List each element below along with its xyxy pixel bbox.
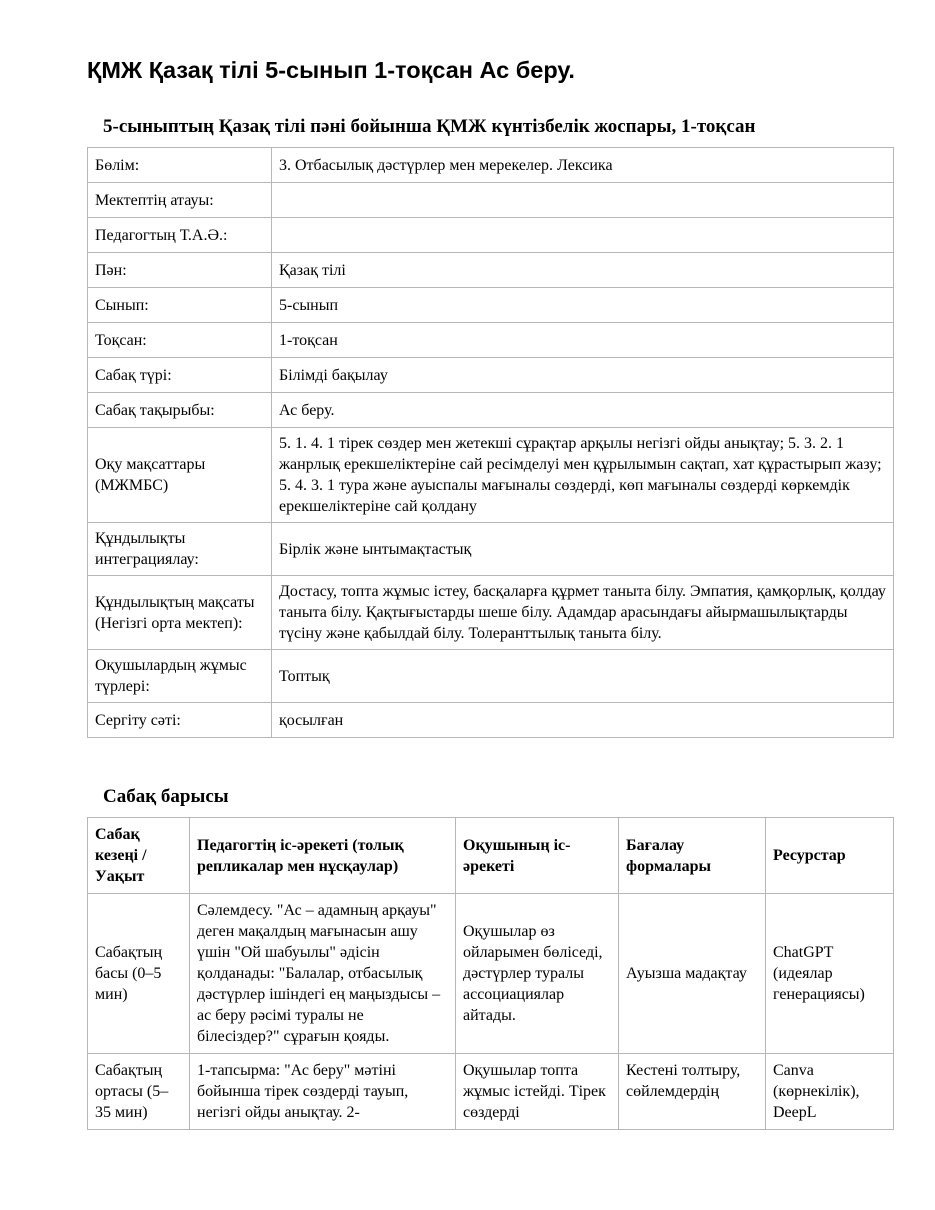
info-row-work-types — [88, 650, 894, 703]
info-value: Білімді бақылау — [272, 358, 894, 393]
info-value: Ас беру. — [272, 393, 894, 428]
resources-cell: ChatGPT (идеялар генерациясы) — [766, 894, 894, 1054]
page-title: ҚМЖ Қазақ тілі 5-сынып 1-тоқсан Ас беру. — [87, 57, 575, 83]
header-assessment: Бағалау формалары — [619, 818, 766, 894]
info-row-section — [88, 148, 894, 183]
process-heading: Сабақ барысы — [103, 786, 229, 807]
info-label: Сынып: — [88, 288, 272, 323]
info-row-value-goal — [88, 576, 894, 650]
info-value: Топтық — [272, 650, 894, 703]
info-row-grade — [88, 288, 894, 323]
header-stage: Сабақ кезеңі / Уақыт — [88, 818, 190, 894]
info-value — [272, 183, 894, 218]
stage-cell: Сабақтың басы (0–5 мин) — [88, 894, 190, 1054]
process-row-beginning — [88, 894, 894, 1054]
info-row-subject — [88, 253, 894, 288]
info-label: Сабақ тақырыбы: — [88, 393, 272, 428]
info-value: 1-тоқсан — [272, 323, 894, 358]
teacher-activity-cell: 1-тапсырма: "Ас беру" мәтіні бойынша тірек сөздерді тауып, негізгі ойды анықтау. 2- — [190, 1054, 456, 1130]
info-label: Сабақ түрі: — [88, 358, 272, 393]
info-row-quarter — [88, 323, 894, 358]
info-label: Құндылықтың мақсаты (Негізгі орта мектеп): — [88, 576, 272, 650]
info-row-lesson-topic — [88, 393, 894, 428]
info-value: 3. Отбасылық дәстүрлер мен мерекелер. Лексика — [272, 148, 894, 183]
info-row-value-integration — [88, 523, 894, 576]
resources-cell: Canva (көрнекілік), DeepL — [766, 1054, 894, 1130]
stage-cell: Сабақтың ортасы (5–35 мин) — [88, 1054, 190, 1130]
info-value — [272, 218, 894, 253]
info-label: Бөлім: — [88, 148, 272, 183]
info-row-school — [88, 183, 894, 218]
info-label: Құндылықты интеграциялау: — [88, 523, 272, 576]
student-activity-cell: Оқушылар өз ойларымен бөліседі, дәстүрлер туралы ассоциациялар айтады. — [456, 894, 619, 1054]
info-label: Мектептің атауы: — [88, 183, 272, 218]
info-row-teacher — [88, 218, 894, 253]
assessment-cell: Ауызша мадақтау — [619, 894, 766, 1054]
info-value: Бірлік және ынтымақтастық — [272, 523, 894, 576]
info-label: Педагогтың Т.А.Ә.: — [88, 218, 272, 253]
info-label: Сергіту сәті: — [88, 703, 272, 738]
header-student-activity: Оқушының іс-әрекеті — [456, 818, 619, 894]
info-value: Достасу, топта жұмыс істеу, басқаларға құрмет таныта білу. Эмпатия, қамқорлық, қолдау таныта білу. Қақтығыстарды шеше білу. Адамдар арасындағы айырмашылықтарды түсіну және қабылдай білу. Толеранттылық таныта білу. — [272, 576, 894, 650]
teacher-activity-cell: Сәлемдесу. "Ас – адамның арқауы" деген мақалдың мағынасын ашу үшін "Ой шабуылы" әдісін қолданады: "Балалар, отбасылық дәстүрлер ішіндегі ең маңыздысы – ас беру рәсімі туралы не білесіздер?" сұрағын қояды. — [190, 894, 456, 1054]
info-row-learning-objectives — [88, 428, 894, 523]
header-resources: Ресурстар — [766, 818, 894, 894]
info-value: қосылған — [272, 703, 894, 738]
lesson-info-table — [87, 147, 894, 738]
assessment-cell: Кестені толтыру, сөйлемдердің — [619, 1054, 766, 1130]
info-value: 5. 1. 4. 1 тірек сөздер мен жетекші сұрақтар арқылы негізгі ойды анықтау; 5. 3. 2. 1 жанрлық ерекшеліктеріне сай ресімделуі мен құрылымын сақтап, хат құрастырып жазу; 5. 4. 3. 1 тура және ауыспалы мағыналы сөздерді, көп мағыналы сөздерді көркемдік ерекшеліктеріне сай қолдану — [272, 428, 894, 523]
info-value: 5-сынып — [272, 288, 894, 323]
info-value: Қазақ тілі — [272, 253, 894, 288]
header-teacher-activity: Педагогтің іс-әрекеті (толық репликалар мен нұсқаулар) — [190, 818, 456, 894]
info-row-warmup — [88, 703, 894, 738]
info-label: Пән: — [88, 253, 272, 288]
info-label: Оқушылардың жұмыс түрлері: — [88, 650, 272, 703]
plan-heading: 5-сыныптың Қазақ тілі пәні бойынша ҚМЖ күнтізбелік жоспары, 1-тоқсан — [103, 116, 756, 137]
info-label: Тоқсан: — [88, 323, 272, 358]
student-activity-cell: Оқушылар топта жұмыс істейді. Тірек сөздерді — [456, 1054, 619, 1130]
process-row-middle — [88, 1054, 894, 1130]
info-label: Оқу мақсаттары (МЖМБС) — [88, 428, 272, 523]
lesson-process-table — [87, 817, 894, 1130]
process-header-row — [88, 818, 894, 894]
info-row-lesson-type — [88, 358, 894, 393]
